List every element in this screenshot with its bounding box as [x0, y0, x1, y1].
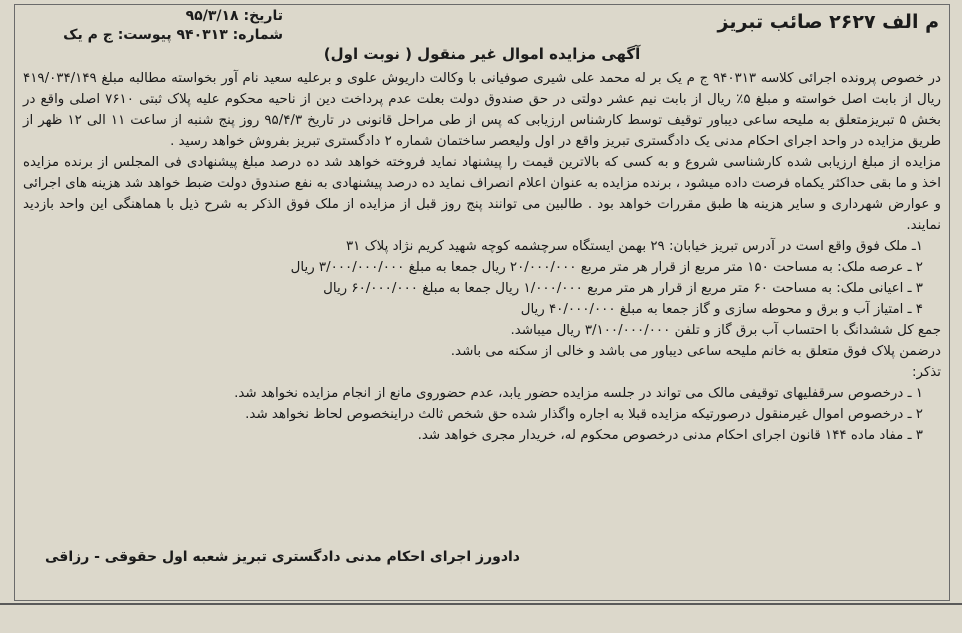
signature-line: دادورز اجرای احکام مدنی دادگستری تبریز شعبه اول حقوقی - رزاقی [45, 549, 520, 565]
total-value: جمع کل ششدانگ با احتساب آب برق گاز و تلفن ۳/۱۰۰/۰۰۰/۰۰۰ ریال میباشد. [510, 323, 941, 338]
notice-title: آگهی مزایده اموال غیر منقول ( نوبت اول) [323, 45, 641, 63]
notes-list [23, 383, 923, 446]
property-items [23, 236, 923, 320]
notice-date: تاریخ: ۹۵/۳/۱۸ [185, 8, 283, 24]
note-item: ۱ ـ درخصوص سرقفلیهای توقیفی مالک می تواند در جلسه مزایده حضور یابد، عدم حضوروی مانع از انجام مزایده نخواهد شد. [234, 386, 923, 401]
note-item: ۳ ـ مفاد ماده ۱۴۴ قانون اجرای احکام مدنی درخصوص محکوم له، خریدار مجری خواهد شد. [417, 428, 923, 443]
paragraph-case-details: در خصوص پرونده اجرائی کلاسه ۹۴۰۳۱۳ ج م یک بر له محمد علی شیری صوفیانی با وکالت داریوش علوی و برعلیه سعید نام آور بخواسته مطالبه مبلغ ۴۱۹/۰۳۴/۱۴۹ ریال از بابت اصل خواسته و مبلغ ۵٪ ریال از بابت نیم عشر دولتی در حق صندوق دولت بعلت عدم پرداخت دین از ناحیه محکوم علیه پلاک ثبتی ۷۶۱۰ اصلی واقع در بخش ۵ تبریزمتعلق به ملیحه ساعی دیباور توقیف توسط کارشناس ارزیابی که پس از طی مراحل قانونی در تاریخ ۹۵/۴/۳ روز پنج شنبه از ساعت ۱۱ الی ۱۲ ظهر از طریق مزایده در واحد اجرای احکام مدنی یک دادگستری تبریز واقع در اول ولیعصر ساختمان شماره ۲ دادگستری تبریز بفروش خواهد رسید . [23, 71, 941, 149]
notes-heading: تذکر: [911, 365, 941, 380]
divider [0, 603, 962, 605]
item-building: ۳ ـ اعیانی ملک: به مساحت ۶۰ متر مربع از قرار هر متر مربع ۱/۰۰۰/۰۰۰ ریال جمعا به مبلغ ۶۰/۰۰۰/۰۰۰ ریال [323, 281, 923, 296]
auction-notice-box [14, 4, 950, 601]
notice-number: شماره: ۹۴۰۳۱۳ پیوست: ج م یک [63, 27, 283, 43]
owner-note: درضمن پلاک فوق متعلق به خانم ملیحه ساعی دیباور می باشد و خالی از سکنه می باشد. [450, 344, 941, 359]
item-land: ۲ ـ عرصه ملک: به مساحت ۱۵۰ متر مربع از قرار هر متر مربع ۲۰/۰۰۰/۰۰۰ ریال جمعا به مبلغ ۳/۰۰۰/۰۰۰/۰۰۰ ریال [290, 260, 923, 275]
item-utilities: ۴ ـ امتیاز آب و برق و محوطه سازی و گاز جمعا به مبلغ ۴۰/۰۰۰/۰۰۰ ریال [520, 302, 923, 317]
note-item: ۲ ـ درخصوص اموال غیرمنقول درصورتیکه مزایده قبلا به اجاره واگذار شده حق شخص ثالث دراینخصوص لحاظ نخواهد شد. [245, 407, 923, 422]
notice-meta [23, 7, 283, 45]
notice-reference: م الف ۲۶۲۷ صائب تبریز [717, 11, 939, 33]
paragraph-auction-terms: مزایده از مبلغ ارزیابی شده کارشناسی شروع و به کسی که بالاترین قیمت را پیشنهاد نماید فروخته خواهد شد ده درصد مبلغ پیشنهادی فی المجلس از برنده مزایده اخذ و ما بقی حداکثر یکماه فرصت داده میشود ، برنده مزایده به عنوان اعلام انصراف نماید ده درصد پیشنهادی به نفع صندوق دولت ضبط خواهد شد هزینه های اجرائی و عوارض شهرداری و سایر هزینه ها طبق مقررات خواهد بود . طالبین می توانند پنج روز قبل از مزایده از ملک فوق الذکر به شرح ذیل با هماهنگی این واحد بازدید نمایند. [23, 155, 941, 233]
item-address: ۱ـ ملک فوق واقع است در آدرس تبریز خیابان: ۲۹ بهمن ایستگاه سرچشمه کوچه شهید کریم نژاد پلاک ۳۱ [345, 239, 923, 254]
notice-body [23, 68, 941, 446]
